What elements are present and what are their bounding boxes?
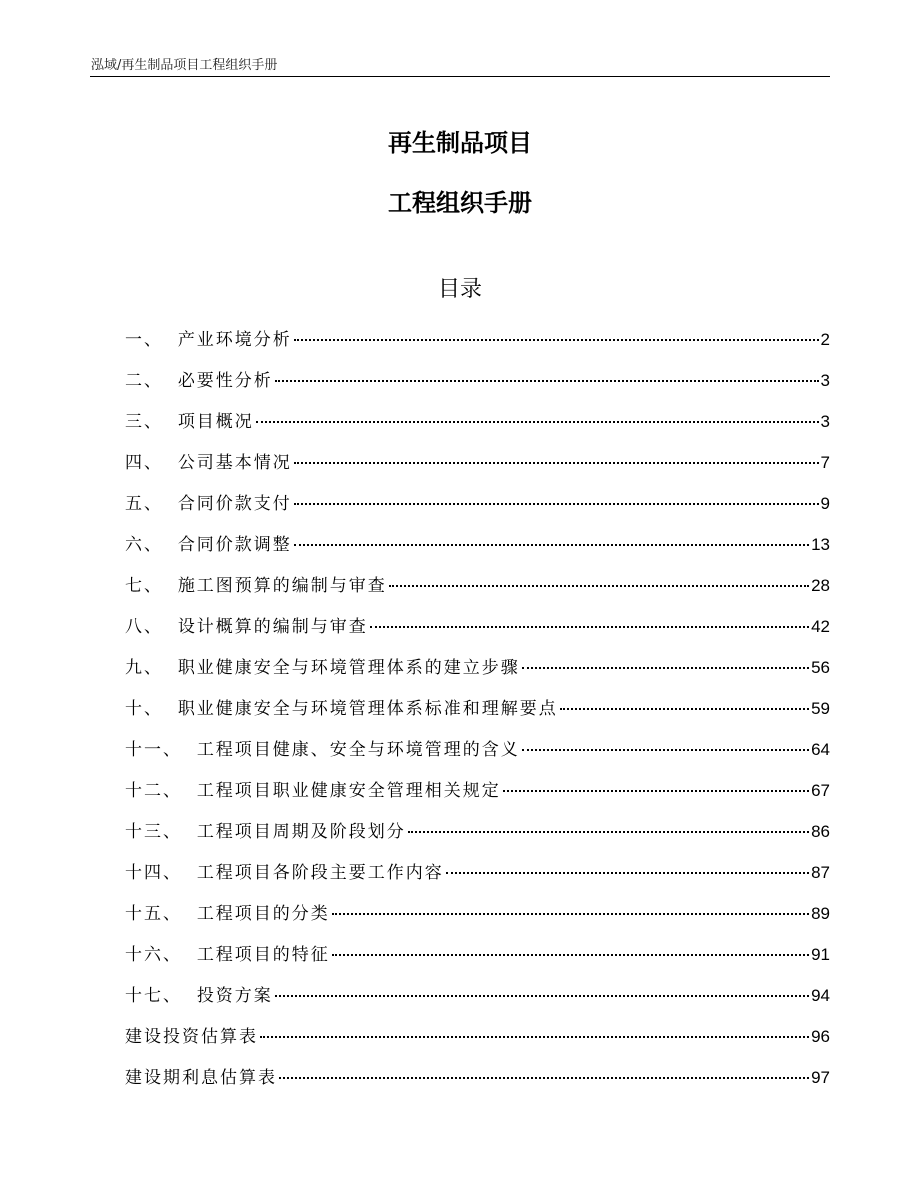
toc-entry-title: 建设投资估算表 [125,1027,258,1047]
toc-leader-dots [332,913,809,915]
toc-entry-title: 工程项目各阶段主要工作内容 [196,863,444,883]
toc-entry-number: 二、 [125,371,178,391]
toc-entry-title: 产业环境分析 [177,330,292,350]
toc-entry[interactable] [125,448,830,489]
toc-entry-page: 67 [811,781,830,800]
toc-leader-dots [294,462,819,464]
toc-entry[interactable] [125,735,830,776]
toc-entry[interactable] [125,817,830,858]
toc-entry-title: 工程项目周期及阶段划分 [196,822,406,842]
toc-entry-number: 十、 [125,699,178,719]
toc-entry[interactable] [125,981,830,1022]
toc-entry-title: 必要性分析 [177,371,273,391]
toc-entry-page: 87 [811,863,830,882]
toc-entry-page: 94 [811,986,830,1005]
toc-entry[interactable] [125,407,830,448]
toc-entry-page: 96 [811,1027,830,1046]
toc-entry-title: 工程项目健康、安全与环境管理的含义 [196,740,520,760]
toc-heading: 目录 [437,277,482,302]
toc-entry-page: 42 [811,617,830,636]
toc-entry[interactable] [125,1063,830,1104]
toc-entry[interactable] [125,940,830,981]
toc-entry[interactable] [125,366,830,407]
toc-entry-number: 一、 [125,330,178,350]
toc-entry-title: 项目概况 [177,412,254,432]
toc-leader-dots [279,1077,809,1079]
toc-leader-dots [294,339,819,341]
running-header: 泓域/再生制品项目工程组织手册 [91,58,278,73]
toc-entry-number: 十五、 [125,904,197,924]
document-title-line2: 工程组织手册 [388,189,532,217]
toc-entry-page: 64 [811,740,830,759]
toc-leader-dots [522,667,809,669]
toc-entry-number: 三、 [125,412,178,432]
toc-leader-dots [560,708,809,710]
toc-entry-number: 十二、 [125,781,197,801]
toc-entry-number: 九、 [125,658,178,678]
toc-entry-number: 十六、 [125,945,197,965]
toc-entry-page: 56 [811,658,830,677]
toc-entry[interactable] [125,1022,830,1063]
toc-entry-number: 四、 [125,453,178,473]
toc-leader-dots [275,995,809,997]
toc-entry-title: 投资方案 [196,986,273,1006]
toc-entry-number: 十七、 [125,986,197,1006]
toc-entry-page: 3 [820,412,830,431]
toc-entry-page: 86 [811,822,830,841]
toc-entry-title: 建设期利息估算表 [125,1068,277,1088]
toc-entry-page: 3 [820,371,830,390]
toc-leader-dots [446,872,809,874]
toc-entry-page: 97 [811,1068,830,1087]
toc-entry[interactable] [125,653,830,694]
header-divider [90,76,830,77]
toc-entry[interactable] [125,530,830,571]
toc-entry[interactable] [125,571,830,612]
toc-entry-number: 十三、 [125,822,197,842]
toc-entry-page: 59 [811,699,830,718]
toc-entry-number: 六、 [125,535,178,555]
toc-entry-number: 七、 [125,576,178,596]
toc-entry-number: 十一、 [125,740,197,760]
toc-leader-dots [294,544,809,546]
document-title-line1: 再生制品项目 [388,129,532,157]
toc-entry-title: 工程项目的分类 [196,904,330,924]
toc-entry-page: 91 [811,945,830,964]
toc-entry-page: 7 [820,453,830,472]
toc-entry-title: 职业健康安全与环境管理体系标准和理解要点 [177,699,558,719]
toc-entry[interactable] [125,325,830,366]
toc-entry-title: 工程项目职业健康安全管理相关规定 [196,781,501,801]
toc-leader-dots [503,790,809,792]
toc-leader-dots [294,503,819,505]
toc-entry[interactable] [125,858,830,899]
toc-entry-title: 设计概算的编制与审查 [177,617,368,637]
toc-entry[interactable] [125,612,830,653]
toc-entry-number: 五、 [125,494,178,514]
toc-entry[interactable] [125,694,830,735]
toc-entry-title: 公司基本情况 [177,453,292,473]
toc-entry-page: 28 [811,576,830,595]
toc-entry-page: 9 [820,494,830,513]
toc-leader-dots [332,954,809,956]
toc-leader-dots [522,749,809,751]
toc-entry-title: 工程项目的特征 [196,945,330,965]
toc-entry-title: 合同价款调整 [177,535,292,555]
toc-leader-dots [260,1036,809,1038]
toc-leader-dots [275,380,819,382]
toc-leader-dots [256,421,819,423]
toc-entry-page: 13 [811,535,830,554]
toc-entry-page: 89 [811,904,830,923]
toc-leader-dots [408,831,809,833]
toc-entry[interactable] [125,489,830,530]
table-of-contents [125,325,830,1104]
toc-leader-dots [389,585,809,587]
toc-entry-page: 2 [820,330,830,349]
toc-entry-number: 八、 [125,617,178,637]
toc-entry-title: 职业健康安全与环境管理体系的建立步骤 [177,658,520,678]
toc-entry[interactable] [125,776,830,817]
toc-entry-title: 施工图预算的编制与审查 [177,576,387,596]
toc-entry-title: 合同价款支付 [177,494,292,514]
toc-entry-number: 十四、 [125,863,197,883]
toc-entry[interactable] [125,899,830,940]
toc-leader-dots [370,626,809,628]
